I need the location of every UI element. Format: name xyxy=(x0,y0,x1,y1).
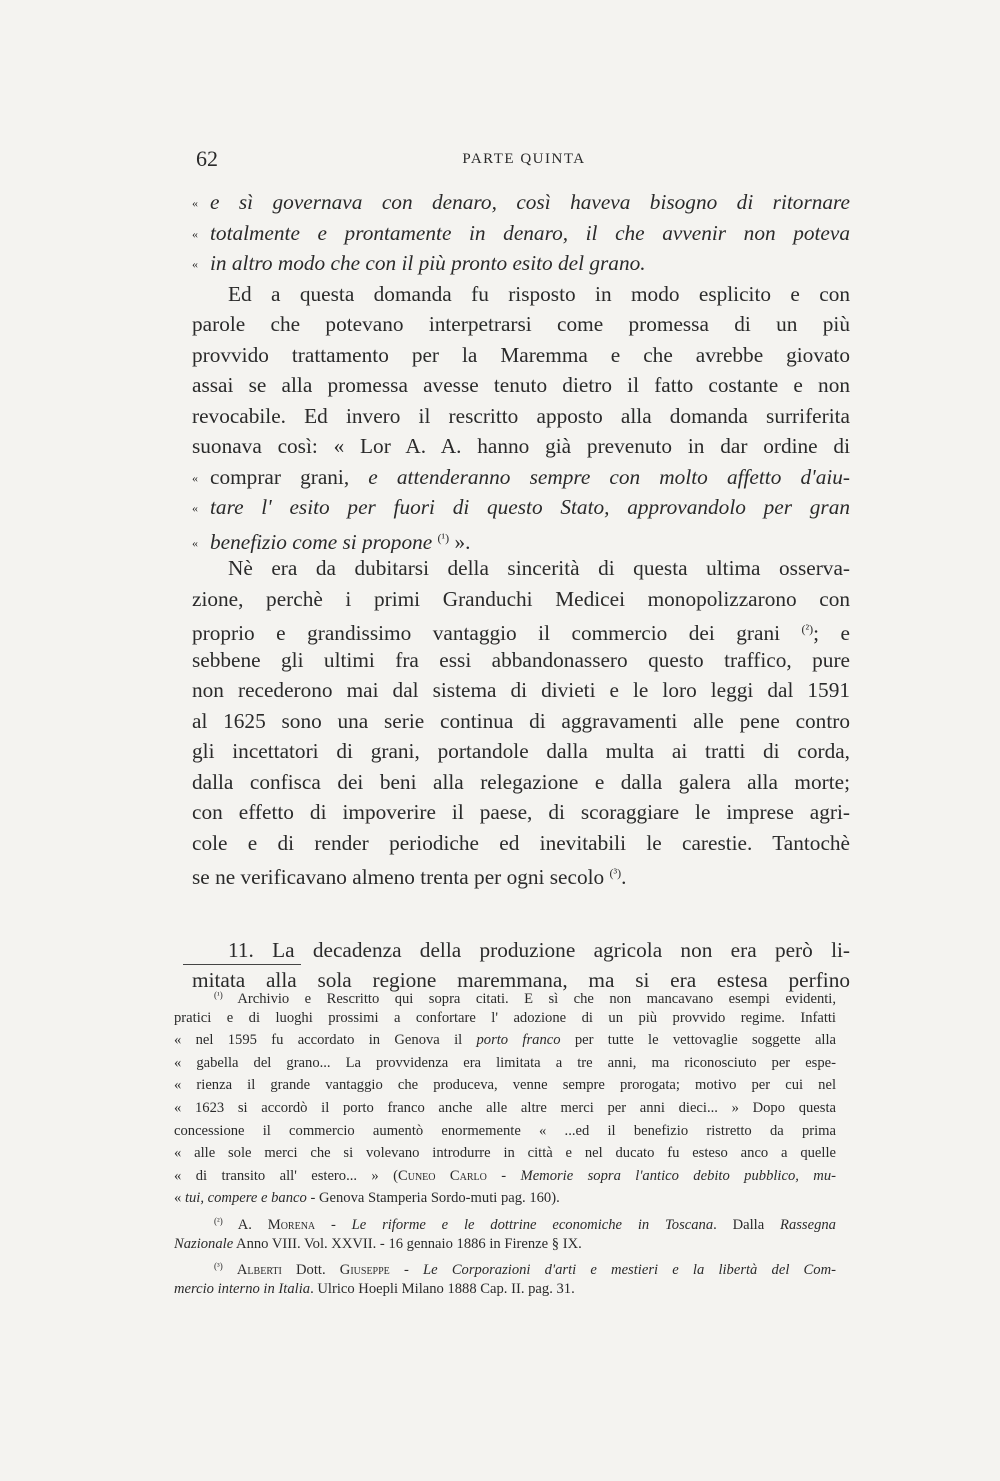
footnote-line: « gabella del grano... La provvidenza era limitata a tre anni, ma riconosciuto per espe- xyxy=(174,1054,836,1071)
main-text xyxy=(192,187,850,996)
text-line: dalla confisca dei beni alla relegazione e dalla galera alla morte; xyxy=(192,769,850,794)
page-header xyxy=(192,146,856,178)
footnote-line: « tui, compere e banco - Genova Stamperia Sordo-muti pag. 160). xyxy=(174,1190,560,1207)
text-line: gli incettatori di grani, portandole dalla multa ai tratti di corda, xyxy=(192,739,850,763)
text-line: zione, perchè i primi Granduchi Medicei monopolizzarono con xyxy=(192,586,850,611)
text-line: non recederono mai dal sistema di divieti e le loro leggi dal 1591 xyxy=(192,678,850,702)
text-line: revocabile. Ed invero il rescritto apposto alla domanda surriferita xyxy=(192,403,850,428)
text-line: suonava così: « Lor A. A. hanno già prevenuto in dar ordine di xyxy=(192,434,850,458)
text-line: mitata alla sola regione maremmana, ma si era estesa perfino xyxy=(192,968,850,992)
text-line: al 1625 sono una serie continua di aggravamenti alle pene contro xyxy=(192,708,850,733)
text-line: Ed a questa domanda fu risposto in modo esplicito e con xyxy=(228,281,850,306)
footnote-line: pratici e di luoghi prossimi a confortare l' adozione di un più provvido regime. Infatti xyxy=(174,1009,836,1026)
running-title: PARTE QUINTA xyxy=(462,151,586,167)
text-line: con effetto di impoverire il paese, di scoraggiare le imprese agri- xyxy=(192,800,850,824)
text-line: Nè era da dubitarsi della sincerità di questa ultima osserva- xyxy=(228,556,850,580)
footnote-line: mercio interno in Italia. Ulrico Hoepli Milano 1888 Cap. II. pag. 31. xyxy=(174,1280,575,1297)
footnote-line: « rienza il grande vantaggio che produceva, venne sempre prorogata; motivo per cui nel xyxy=(174,1077,836,1094)
text-line: « tare l' esito per fuori di questo Stato, approvandolo per gran xyxy=(192,495,850,519)
footnote-line: « 1623 si accordò il porto franco anche alle altre merci per anni dieci... » Dopo questa xyxy=(174,1099,836,1116)
section-11-line: 11. La decadenza della produzione agricola non era però li- xyxy=(228,937,850,962)
page-number: 62 xyxy=(196,146,218,171)
text-line: sebbene gli ultimi fra essi abbandonassero questo traffico, pure xyxy=(192,647,850,672)
footnote-rule xyxy=(183,964,301,965)
text-line: « in altro modo che con il più pronto esito del grano. xyxy=(192,251,646,275)
footnote-3: $^{(^3)}$ Alberti Dott. Giuseppe - Le Corporazioni d'arti e mestieri e la libertà del Com- xyxy=(214,1261,836,1278)
footnote-line: concessione il commercio aumentò enormemente « ...ed il benefizio ristretto da prima xyxy=(174,1122,836,1139)
text-line: « totalmente e prontamente in denaro, il che avvenir non poteva xyxy=(192,220,850,245)
footnote-1: $^{(^1)}$ Archivio e Rescritto qui sopra citati. E sì che non mancavano esempi evidenti, xyxy=(214,990,836,1007)
footnotes xyxy=(174,984,836,1300)
text-line: se ne verificavano almeno trenta per ogni secolo $^{(^3)}$. xyxy=(192,865,627,889)
footnote-ref[interactable]: (²) xyxy=(801,622,814,636)
footnote-2: $^{(^2)}$ A. Morena - Le riforme e le dottrine economiche in Toscana. Dalla Rassegna xyxy=(214,1215,836,1233)
section-gap xyxy=(192,889,850,935)
text-line: « benefizio come si propone $^{(^1)}$ ». xyxy=(192,529,471,553)
footnote-line: « alle sole merci che si volevano introdurre in città e nel ducato fu esteso anco a quelle xyxy=(174,1145,836,1162)
text-line: proprio e grandissimo vantaggio il commercio dei grani $^{(^2)}$; e xyxy=(192,621,850,645)
text-line: assai se alla promessa avesse tenuto dietro il fatto costante e non xyxy=(192,373,850,397)
footnote-line: Nazionale Anno VIII. Vol. XXVII. - 16 gennaio 1886 in Firenze § IX. xyxy=(174,1235,582,1252)
footnote-ref[interactable]: (³) xyxy=(609,866,622,880)
text-line: provvido trattamento per la Maremma e che avrebbe giovato xyxy=(192,342,850,367)
text-line: « e sì governava con denaro, così haveva bisogno di ritornare xyxy=(192,190,850,214)
footnote-line: « nel 1595 fu accordato in Genova il porto franco per tutte le vettovaglie soggette alla xyxy=(174,1032,836,1049)
text-line: cole e di render periodiche ed inevitabili le carestie. Tantochè xyxy=(192,830,850,855)
footnote-ref[interactable]: (¹) xyxy=(437,530,450,545)
footnote-line: « di transito all' estero... » (Cuneo Carlo - Memorie sopra l'antico debito pubblico, mu- xyxy=(174,1167,836,1184)
text-line: parole che potevano interpetrarsi come promessa di un più xyxy=(192,312,850,336)
text-line: « comprar grani, e attenderanno sempre con molto affetto d'aiu- xyxy=(192,464,850,489)
